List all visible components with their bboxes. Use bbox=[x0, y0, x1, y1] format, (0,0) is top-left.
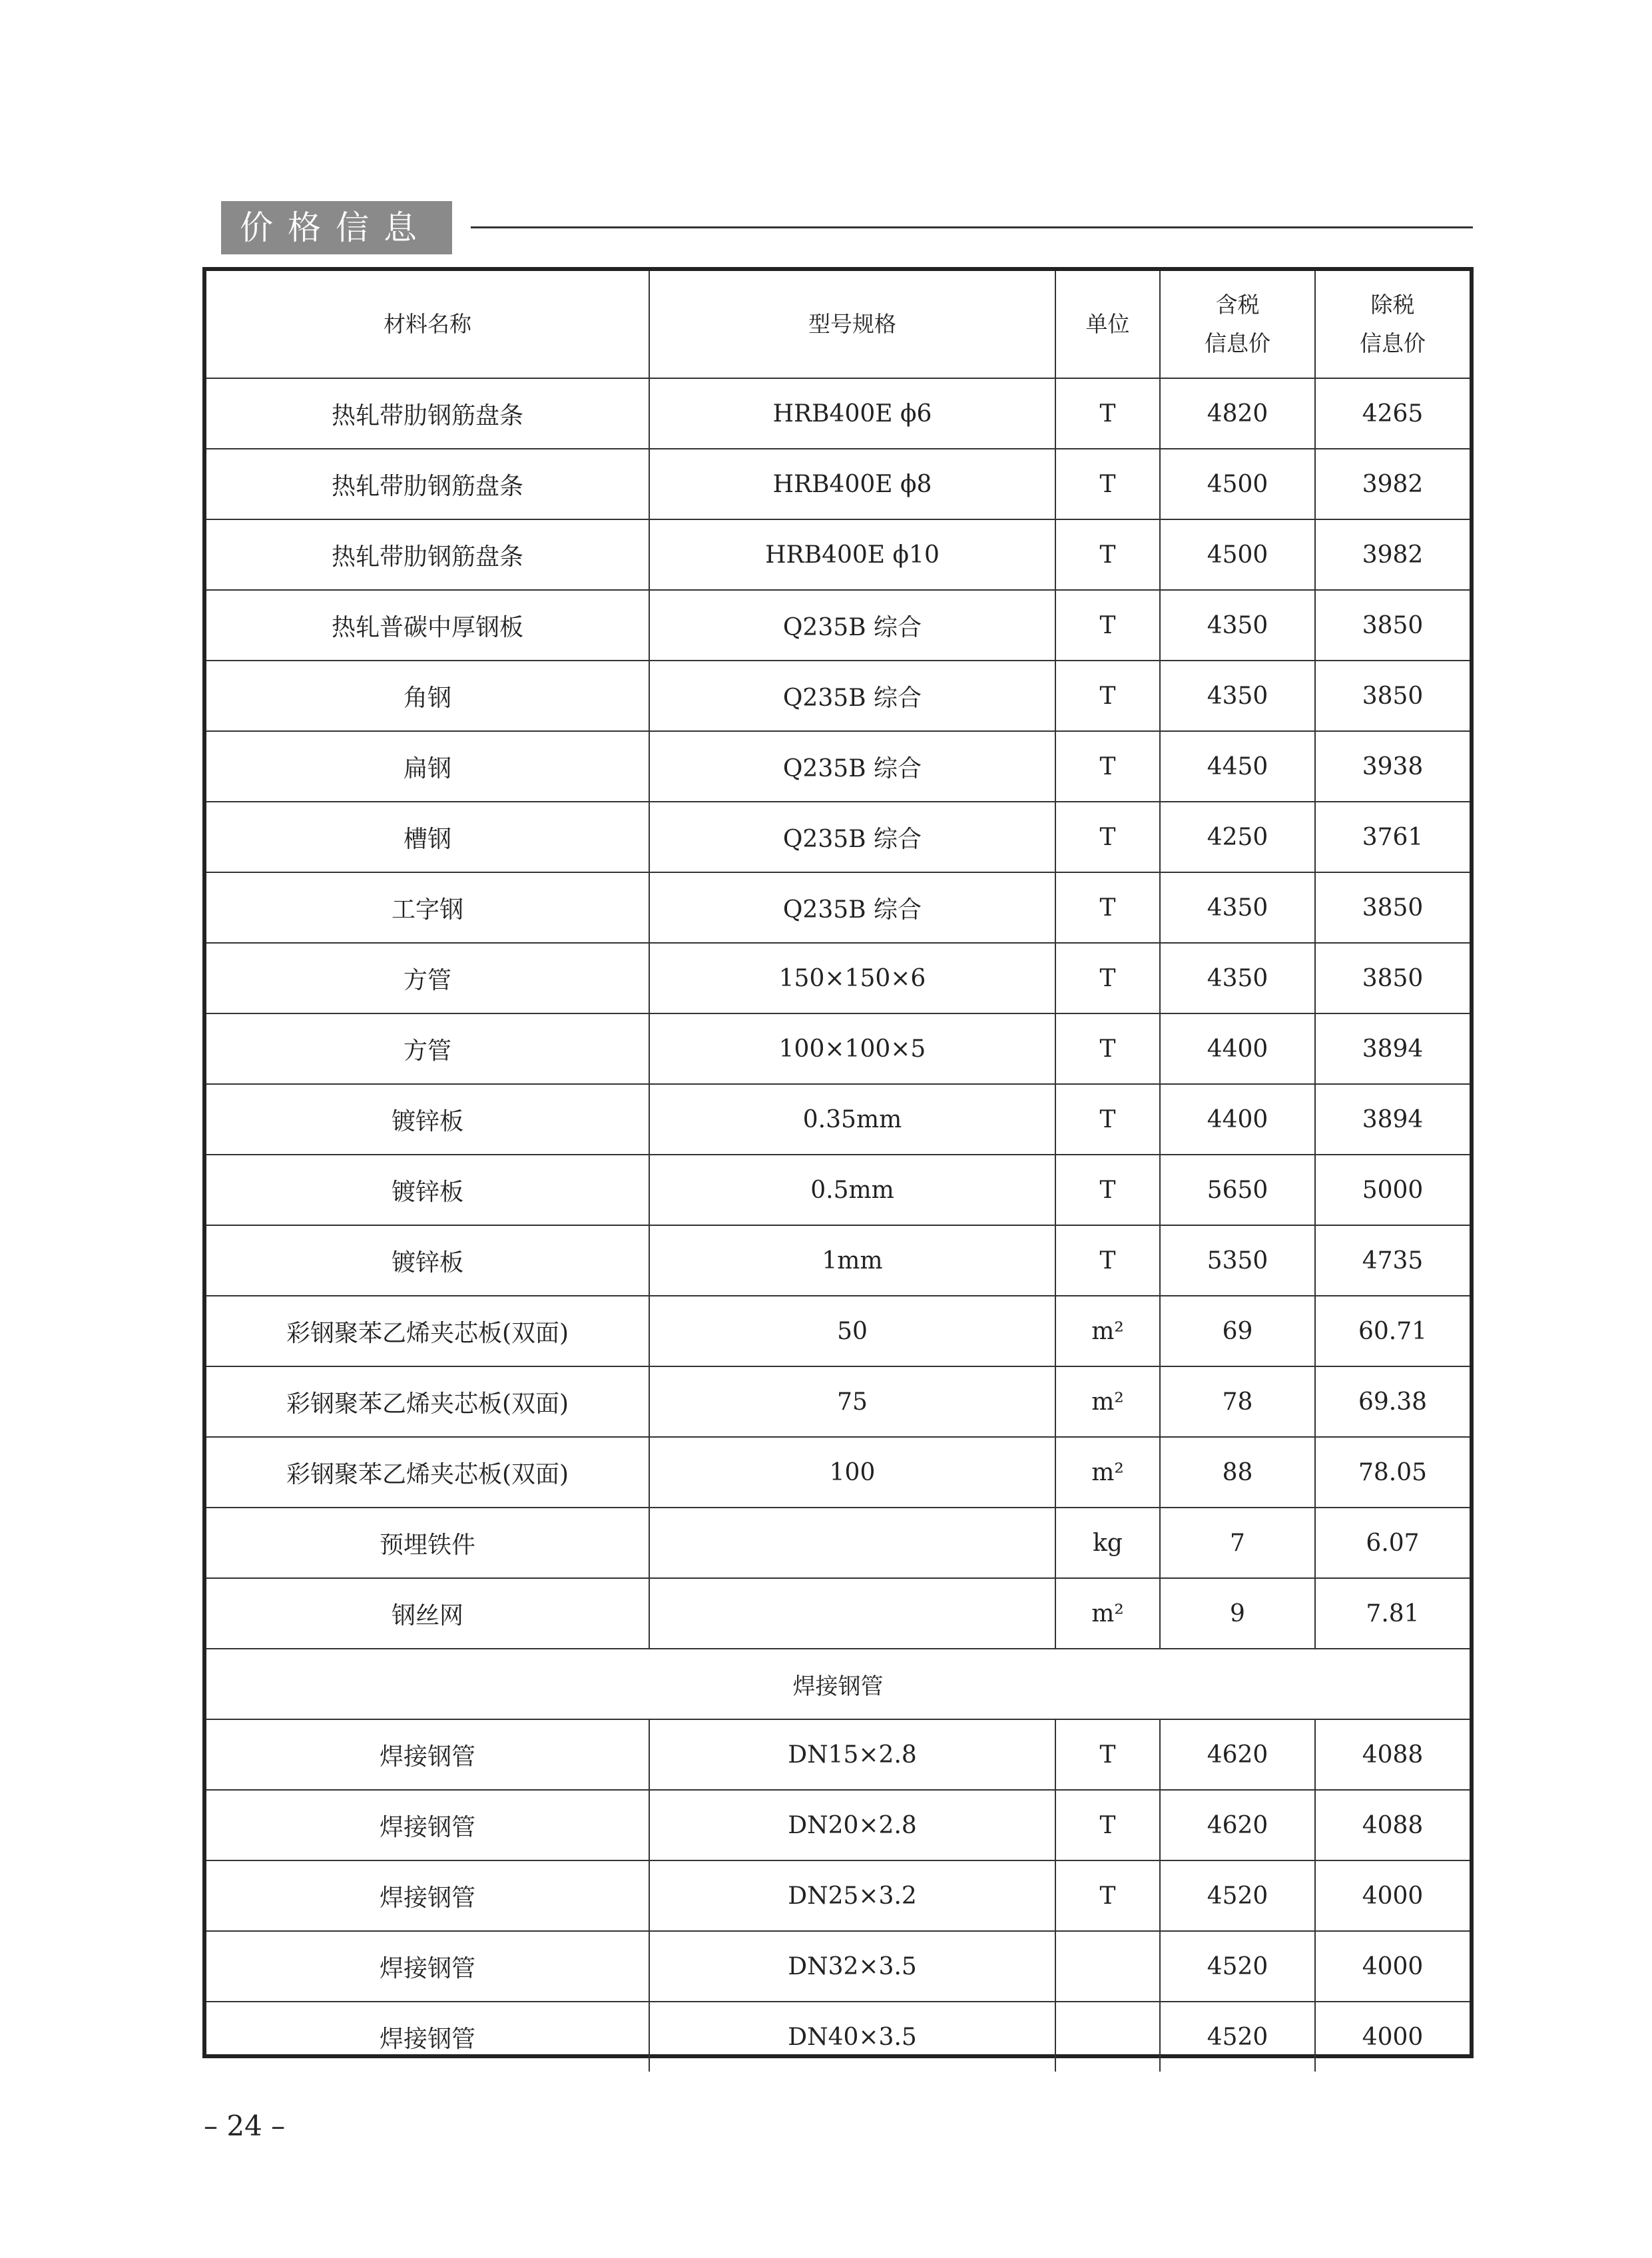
cell-spec: Q235B 综合 bbox=[649, 661, 1055, 731]
cell-spec: DN40×3.5 bbox=[649, 2002, 1055, 2072]
cell-unit: T bbox=[1055, 731, 1160, 802]
cell-tax-incl-price: 4520 bbox=[1160, 1860, 1315, 1931]
cell-material-name: 焊接钢管 bbox=[206, 1719, 649, 1790]
cell-tax-incl-price: 4250 bbox=[1160, 802, 1315, 872]
cell-tax-incl-price: 4500 bbox=[1160, 449, 1315, 519]
cell-unit: T bbox=[1055, 378, 1160, 449]
cell-spec: HRB400E ϕ10 bbox=[649, 519, 1055, 590]
header-rule bbox=[471, 226, 1473, 228]
cell-spec: DN15×2.8 bbox=[649, 1719, 1055, 1790]
cell-tax-incl-price: 4450 bbox=[1160, 731, 1315, 802]
table-row bbox=[206, 802, 1470, 872]
table-row bbox=[206, 378, 1470, 449]
cell-material-name: 方管 bbox=[206, 943, 649, 1013]
cell-material-name: 热轧带肋钢筋盘条 bbox=[206, 378, 649, 449]
table-row bbox=[206, 1437, 1470, 1508]
cell-material-name: 镀锌板 bbox=[206, 1084, 649, 1155]
cell-material-name: 热轧带肋钢筋盘条 bbox=[206, 519, 649, 590]
cell-spec: HRB400E ϕ6 bbox=[649, 378, 1055, 449]
column-header-spec: 型号规格 bbox=[649, 271, 1055, 378]
cell-material-name: 热轧普碳中厚钢板 bbox=[206, 590, 649, 661]
cell-material-name: 焊接钢管 bbox=[206, 1931, 649, 2002]
cell-unit: T bbox=[1055, 1860, 1160, 1931]
cell-spec: Q235B 综合 bbox=[649, 872, 1055, 943]
cell-tax-incl-price: 4520 bbox=[1160, 2002, 1315, 2072]
cell-unit bbox=[1055, 1931, 1160, 2002]
cell-tax-incl-price: 9 bbox=[1160, 1578, 1315, 1649]
table-row bbox=[206, 1578, 1470, 1649]
column-header-tax-excl-price: 除税 信息价 bbox=[1315, 271, 1470, 378]
cell-unit: T bbox=[1055, 1225, 1160, 1296]
cell-tax-incl-price: 5650 bbox=[1160, 1155, 1315, 1225]
cell-tax-excl-price: 3850 bbox=[1315, 943, 1470, 1013]
cell-unit: m² bbox=[1055, 1366, 1160, 1437]
cell-tax-incl-price: 4350 bbox=[1160, 590, 1315, 661]
cell-tax-excl-price: 4000 bbox=[1315, 1931, 1470, 2002]
cell-material-name: 方管 bbox=[206, 1013, 649, 1084]
cell-unit: T bbox=[1055, 661, 1160, 731]
table-row bbox=[206, 449, 1470, 519]
cell-tax-excl-price: 3938 bbox=[1315, 731, 1470, 802]
cell-material-name: 焊接钢管 bbox=[206, 1790, 649, 1860]
table-row bbox=[206, 1296, 1470, 1366]
section-header-welded-pipe: 焊接钢管 bbox=[206, 1649, 1470, 1719]
cell-material-name: 彩钢聚苯乙烯夹芯板(双面) bbox=[206, 1437, 649, 1508]
cell-unit: T bbox=[1055, 1155, 1160, 1225]
cell-tax-excl-price: 4088 bbox=[1315, 1790, 1470, 1860]
cell-tax-excl-price: 7.81 bbox=[1315, 1578, 1470, 1649]
cell-unit: T bbox=[1055, 802, 1160, 872]
cell-tax-incl-price: 4350 bbox=[1160, 943, 1315, 1013]
cell-tax-excl-price: 3850 bbox=[1315, 872, 1470, 943]
table-row bbox=[206, 519, 1470, 590]
cell-tax-incl-price: 69 bbox=[1160, 1296, 1315, 1366]
cell-tax-excl-price: 4000 bbox=[1315, 2002, 1470, 2072]
column-header-unit: 单位 bbox=[1055, 271, 1160, 378]
cell-spec: Q235B 综合 bbox=[649, 802, 1055, 872]
column-header-material-name: 材料名称 bbox=[206, 271, 649, 378]
cell-spec: 0.35mm bbox=[649, 1084, 1055, 1155]
cell-spec: DN20×2.8 bbox=[649, 1790, 1055, 1860]
cell-spec bbox=[649, 1578, 1055, 1649]
cell-material-name: 扁钢 bbox=[206, 731, 649, 802]
table-row bbox=[206, 943, 1470, 1013]
cell-unit: m² bbox=[1055, 1437, 1160, 1508]
cell-unit: T bbox=[1055, 590, 1160, 661]
cell-tax-incl-price: 4520 bbox=[1160, 1931, 1315, 2002]
column-header-tax-incl-price: 含税 信息价 bbox=[1160, 271, 1315, 378]
cell-unit: T bbox=[1055, 449, 1160, 519]
cell-tax-excl-price: 78.05 bbox=[1315, 1437, 1470, 1508]
cell-material-name: 焊接钢管 bbox=[206, 2002, 649, 2072]
cell-tax-incl-price: 88 bbox=[1160, 1437, 1315, 1508]
table-row bbox=[206, 590, 1470, 661]
cell-tax-incl-price: 4400 bbox=[1160, 1084, 1315, 1155]
cell-tax-excl-price: 3850 bbox=[1315, 661, 1470, 731]
cell-tax-incl-price: 78 bbox=[1160, 1366, 1315, 1437]
cell-material-name: 角钢 bbox=[206, 661, 649, 731]
table-row bbox=[206, 1931, 1470, 2002]
cell-tax-excl-price: 4088 bbox=[1315, 1719, 1470, 1790]
table-row bbox=[206, 2002, 1470, 2072]
cell-tax-excl-price: 5000 bbox=[1315, 1155, 1470, 1225]
cell-tax-excl-price: 3850 bbox=[1315, 590, 1470, 661]
cell-spec: HRB400E ϕ8 bbox=[649, 449, 1055, 519]
cell-unit: T bbox=[1055, 1084, 1160, 1155]
cell-spec: 100×100×5 bbox=[649, 1013, 1055, 1084]
cell-unit: T bbox=[1055, 1719, 1160, 1790]
cell-unit: T bbox=[1055, 1790, 1160, 1860]
cell-spec: 50 bbox=[649, 1296, 1055, 1366]
table-row bbox=[206, 1225, 1470, 1296]
cell-tax-excl-price: 3982 bbox=[1315, 519, 1470, 590]
table-row bbox=[206, 1155, 1470, 1225]
table-row bbox=[206, 1790, 1470, 1860]
page-header bbox=[221, 201, 1473, 254]
cell-spec: DN25×3.2 bbox=[649, 1860, 1055, 1931]
cell-tax-excl-price: 3761 bbox=[1315, 802, 1470, 872]
cell-unit: kg bbox=[1055, 1508, 1160, 1578]
cell-material-name: 镀锌板 bbox=[206, 1155, 649, 1225]
cell-spec: 150×150×6 bbox=[649, 943, 1055, 1013]
cell-tax-excl-price: 6.07 bbox=[1315, 1508, 1470, 1578]
cell-unit bbox=[1055, 2002, 1160, 2072]
cell-tax-excl-price: 3894 bbox=[1315, 1084, 1470, 1155]
cell-material-name: 彩钢聚苯乙烯夹芯板(双面) bbox=[206, 1366, 649, 1437]
cell-material-name: 工字钢 bbox=[206, 872, 649, 943]
table-row bbox=[206, 661, 1470, 731]
table-row bbox=[206, 872, 1470, 943]
cell-unit: T bbox=[1055, 943, 1160, 1013]
price-table bbox=[202, 267, 1474, 2058]
cell-spec: 100 bbox=[649, 1437, 1055, 1508]
table-row bbox=[206, 1860, 1470, 1931]
cell-material-name: 焊接钢管 bbox=[206, 1860, 649, 1931]
cell-spec bbox=[649, 1508, 1055, 1578]
table-row bbox=[206, 1508, 1470, 1578]
cell-tax-excl-price: 4735 bbox=[1315, 1225, 1470, 1296]
cell-spec: DN32×3.5 bbox=[649, 1931, 1055, 2002]
cell-tax-excl-price: 4000 bbox=[1315, 1860, 1470, 1931]
cell-spec: 75 bbox=[649, 1366, 1055, 1437]
cell-tax-incl-price: 4400 bbox=[1160, 1013, 1315, 1084]
cell-tax-excl-price: 3982 bbox=[1315, 449, 1470, 519]
cell-unit: m² bbox=[1055, 1578, 1160, 1649]
cell-tax-incl-price: 4620 bbox=[1160, 1790, 1315, 1860]
cell-material-name: 热轧带肋钢筋盘条 bbox=[206, 449, 649, 519]
section-header-row bbox=[206, 1649, 1470, 1719]
cell-unit: T bbox=[1055, 1013, 1160, 1084]
cell-tax-incl-price: 4350 bbox=[1160, 872, 1315, 943]
cell-unit: T bbox=[1055, 872, 1160, 943]
cell-tax-excl-price: 60.71 bbox=[1315, 1296, 1470, 1366]
cell-material-name: 槽钢 bbox=[206, 802, 649, 872]
cell-tax-incl-price: 4820 bbox=[1160, 378, 1315, 449]
cell-material-name: 彩钢聚苯乙烯夹芯板(双面) bbox=[206, 1296, 649, 1366]
table-row bbox=[206, 1084, 1470, 1155]
cell-tax-excl-price: 3894 bbox=[1315, 1013, 1470, 1084]
cell-tax-incl-price: 5350 bbox=[1160, 1225, 1315, 1296]
cell-tax-incl-price: 4350 bbox=[1160, 661, 1315, 731]
section-title: 价格信息 bbox=[221, 201, 452, 254]
cell-material-name: 预埋铁件 bbox=[206, 1508, 649, 1578]
cell-material-name: 镀锌板 bbox=[206, 1225, 649, 1296]
cell-tax-incl-price: 7 bbox=[1160, 1508, 1315, 1578]
page-number: – 24 – bbox=[204, 2110, 286, 2142]
cell-tax-incl-price: 4500 bbox=[1160, 519, 1315, 590]
cell-spec: 1mm bbox=[649, 1225, 1055, 1296]
cell-tax-excl-price: 4265 bbox=[1315, 378, 1470, 449]
cell-material-name: 钢丝网 bbox=[206, 1578, 649, 1649]
table-row bbox=[206, 731, 1470, 802]
table-row bbox=[206, 1013, 1470, 1084]
cell-tax-incl-price: 4620 bbox=[1160, 1719, 1315, 1790]
cell-unit: T bbox=[1055, 519, 1160, 590]
cell-spec: Q235B 综合 bbox=[649, 731, 1055, 802]
table-row bbox=[206, 1366, 1470, 1437]
cell-tax-excl-price: 69.38 bbox=[1315, 1366, 1470, 1437]
cell-spec: Q235B 综合 bbox=[649, 590, 1055, 661]
cell-unit: m² bbox=[1055, 1296, 1160, 1366]
cell-spec: 0.5mm bbox=[649, 1155, 1055, 1225]
table-header-row bbox=[206, 271, 1470, 378]
table-row bbox=[206, 1719, 1470, 1790]
